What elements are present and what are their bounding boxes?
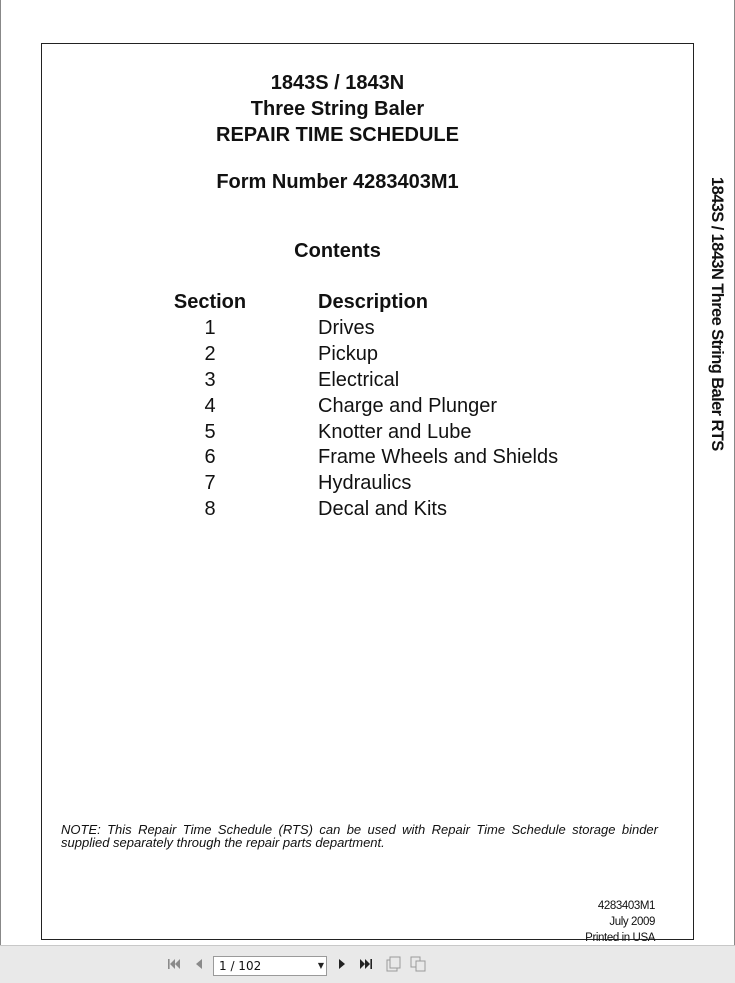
toc-description: Electrical <box>318 368 400 391</box>
toc-description: Pickup <box>318 342 379 365</box>
toc-section-number: 2 <box>204 342 216 365</box>
page-navigation-toolbar <box>0 945 735 983</box>
toc-description: Drives <box>318 317 375 339</box>
page-number-select[interactable] <box>213 956 327 976</box>
form-number: Form Number 4283403M1 <box>216 171 459 193</box>
toc-section-number: 6 <box>204 446 216 469</box>
table-of-contents <box>169 316 629 523</box>
previous-page-icon[interactable] <box>190 955 208 973</box>
contents-heading: Contents <box>294 240 381 262</box>
toc-description: Decal and Kits <box>318 498 447 521</box>
toc-row <box>169 342 629 368</box>
footer-block <box>585 898 655 946</box>
toc-section-number: 4 <box>204 394 216 417</box>
side-title <box>702 177 726 467</box>
two-page-view-icon[interactable] <box>409 955 427 973</box>
toc-row <box>169 471 629 497</box>
toc-description: Knotter and Lube <box>318 420 472 443</box>
title-model: 1843S / 1843N <box>270 72 405 94</box>
toc-description: Hydraulics <box>318 472 412 495</box>
toc-header-description: Description <box>318 291 429 313</box>
footer-date: July 2009 <box>609 916 655 928</box>
toc-row <box>169 394 629 420</box>
last-page-icon[interactable] <box>357 955 375 973</box>
toc-row <box>169 420 629 446</box>
title-block <box>41 70 634 148</box>
title-doc-type: REPAIR TIME SCHEDULE <box>216 124 459 146</box>
toc-row <box>169 316 629 342</box>
toc-row <box>169 497 629 523</box>
next-page-icon[interactable] <box>333 955 351 973</box>
toc-description: Frame Wheels and Shields <box>318 446 559 469</box>
toc-section-number: 3 <box>204 368 216 391</box>
toc-section-number: 8 <box>204 498 216 521</box>
note-text: NOTE: This Repair Time Schedule (RTS) can be used with Repair Time Schedule storage binder supplied separately through the repair parts department. <box>61 822 658 850</box>
toc-row <box>169 368 629 394</box>
toc-section-number: 5 <box>204 420 216 443</box>
toc-section-number: 7 <box>204 472 216 495</box>
toc-header-section: Section <box>173 291 247 313</box>
toc-section-number: 1 <box>204 317 216 339</box>
first-page-icon[interactable] <box>165 955 183 973</box>
footer-code: 4283403M1 <box>597 900 655 912</box>
title-product: Three String Baler <box>250 98 425 120</box>
single-page-view-icon[interactable] <box>384 955 402 973</box>
chevron-down-icon[interactable]: ▼ <box>317 961 324 970</box>
toc-description: Charge and Plunger <box>318 394 498 417</box>
page-number-value: 1 / 102 <box>219 959 262 973</box>
toc-row <box>169 445 629 471</box>
footer-printed: Printed in USA <box>585 932 655 944</box>
side-title-text: 1843S / 1843N Three String Baler RTS <box>708 177 726 451</box>
